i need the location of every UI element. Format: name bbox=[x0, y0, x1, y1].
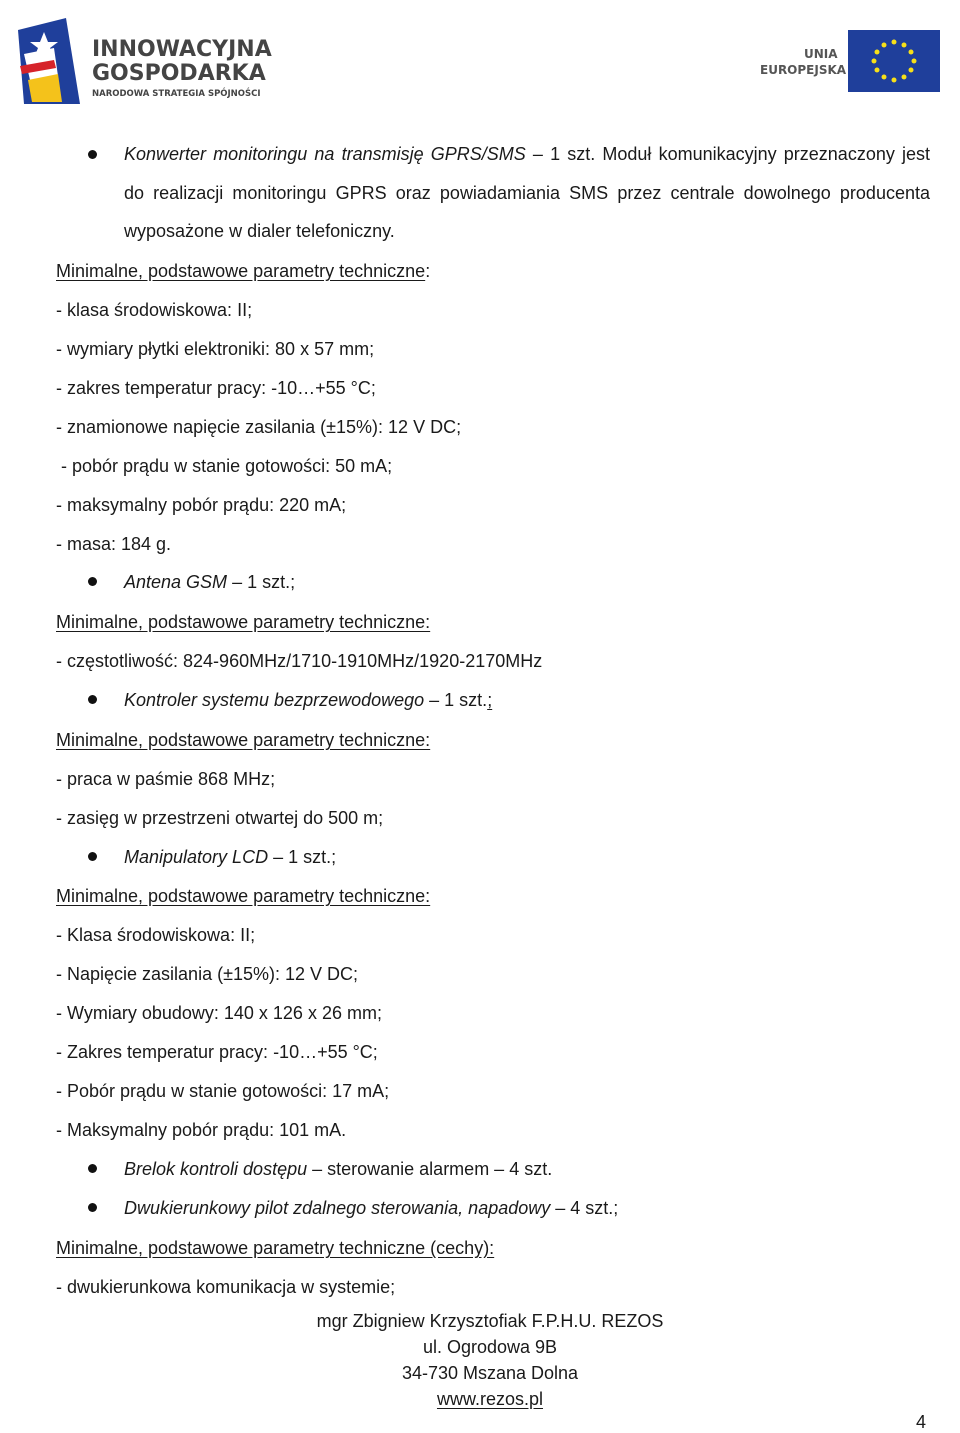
footer-street: ul. Ogrodowa 9B bbox=[422, 1337, 558, 1357]
param-line: - Wymiary obudowy: 140 x 126 x 26 mm; bbox=[56, 1003, 382, 1023]
param-line: - Pobór prądu w stanie gotowości: 17 mA; bbox=[56, 1081, 390, 1101]
param-line: - znamionowe napięcie zasilania (±15%): 12 V DC; bbox=[56, 417, 462, 437]
item-name: Brelok kontroli dostępu bbox=[124, 1159, 308, 1179]
params-heading: Minimalne, podstawowe parametry techniczne: bbox=[56, 730, 431, 750]
item-description: – 4 szt.; bbox=[550, 1198, 619, 1218]
param-line: - maksymalny pobór prądu: 220 mA; bbox=[56, 495, 347, 515]
param-line: - praca w paśmie 868 MHz; bbox=[56, 769, 276, 789]
param-line: - Zakres temperatur pracy: -10…+55 °C; bbox=[56, 1042, 378, 1062]
param-line: - zasięg w przestrzeni otwartej do 500 m; bbox=[56, 808, 384, 828]
item-pilot bbox=[124, 1196, 618, 1220]
item-name: Antena GSM bbox=[124, 572, 228, 592]
bullet-icon bbox=[88, 1164, 97, 1173]
params-heading bbox=[56, 259, 430, 283]
item-description: – 1 szt.; bbox=[268, 847, 337, 867]
item-antena bbox=[124, 570, 295, 594]
param-line: - dwukierunkowa komunikacja w systemie; bbox=[56, 1277, 396, 1297]
item-description: – 1 szt.; bbox=[227, 572, 296, 592]
params-heading-text: Minimalne, podstawowe parametry techniczne bbox=[56, 261, 426, 281]
param-line: - Maksymalny pobór prądu: 101 mA. bbox=[56, 1120, 347, 1140]
param-line: - pobór prądu w stanie gotowości: 50 mA; bbox=[56, 456, 393, 476]
item-tail: ; bbox=[487, 690, 493, 710]
param-line: - Napięcie zasilania (±15%): 12 V DC; bbox=[56, 964, 359, 984]
param-line: - częstotliwość: 824-960MHz/1710-1910MHz/1920-2170MHz bbox=[56, 651, 543, 671]
params-heading: Minimalne, podstawowe parametry techniczne (cechy): bbox=[56, 1238, 495, 1258]
params-heading: Minimalne, podstawowe parametry techniczne: bbox=[56, 886, 431, 906]
eu-text-line2: EUROPEJSKA bbox=[760, 63, 847, 77]
bullet-icon bbox=[88, 852, 97, 861]
item-name: Kontroler systemu bezprzewodowego bbox=[124, 690, 425, 710]
logo-line1: INNOWACYJNA bbox=[92, 37, 272, 62]
param-line: - klasa środowiskowa: II; bbox=[56, 300, 253, 320]
item-konwerter bbox=[124, 135, 930, 251]
eu-flag-icon bbox=[748, 8, 948, 108]
item-manipulatory bbox=[124, 845, 336, 869]
innowacyjna-gospodarka-logo-icon bbox=[14, 14, 294, 114]
innowacyjna-gospodarka-logo bbox=[14, 14, 294, 114]
bullet-icon bbox=[88, 150, 97, 159]
item-kontroler bbox=[124, 688, 492, 712]
item-name: Manipulatory LCD bbox=[124, 847, 269, 867]
eu-text-line1: UNIA bbox=[804, 47, 838, 61]
item-name: Konwerter monitoringu na transmisję GPRS/SMS bbox=[124, 144, 526, 164]
footer-website-link[interactable]: www.rezos.pl bbox=[436, 1389, 544, 1409]
param-line: - Klasa środowiskowa: II; bbox=[56, 925, 256, 945]
page-number: 4 bbox=[916, 1412, 927, 1432]
bullet-icon bbox=[88, 577, 97, 586]
item-description: – 1 szt. bbox=[424, 690, 488, 710]
footer-city: 34-730 Mszana Dolna bbox=[401, 1363, 579, 1383]
params-heading-colon: : bbox=[425, 261, 431, 281]
param-line: - zakres temperatur pracy: -10…+55 °C; bbox=[56, 378, 376, 398]
item-brelok bbox=[124, 1157, 552, 1181]
logo-line3: NARODOWA STRATEGIA SPÓJNOŚCI bbox=[92, 89, 261, 99]
item-description: – sterowanie alarmem – 4 szt. bbox=[307, 1159, 553, 1179]
item-description: – 1 szt. Moduł komunikacyjny przeznaczony jest do realizacji monitoringu GPRS oraz powiadamiania SMS przez centrale dowolnego producenta wyposażone w dialer telefoniczny. bbox=[124, 144, 931, 241]
bullet-icon bbox=[88, 1203, 97, 1212]
footer-company: mgr Zbigniew Krzysztofiak F.P.H.U. REZOS bbox=[316, 1311, 664, 1331]
unia-europejska-logo bbox=[748, 8, 948, 108]
params-heading: Minimalne, podstawowe parametry techniczne: bbox=[56, 612, 431, 632]
item-name: Dwukierunkowy pilot zdalnego sterowania, napadowy bbox=[124, 1198, 551, 1218]
param-line: - wymiary płytki elektroniki: 80 x 57 mm; bbox=[56, 339, 375, 359]
param-line: - masa: 184 g. bbox=[56, 534, 172, 554]
bullet-icon bbox=[88, 695, 97, 704]
logo-line2: GOSPODARKA bbox=[92, 61, 266, 86]
